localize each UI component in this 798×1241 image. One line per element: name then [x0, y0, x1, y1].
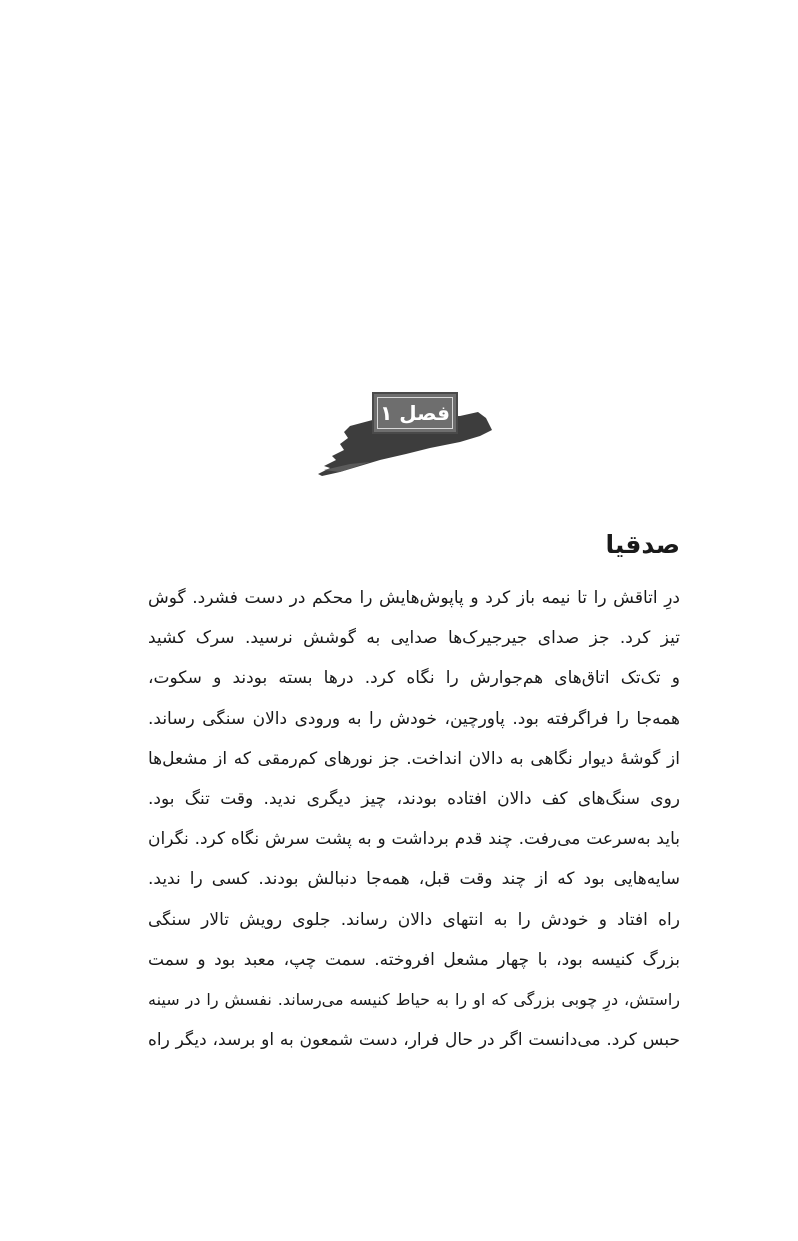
chapter-badge	[310, 388, 500, 480]
chapter-heading-box	[372, 392, 458, 434]
chapter-label: فصل ۱	[380, 401, 450, 425]
body-paragraph	[148, 578, 680, 1060]
text-line: از گوشهٔ دیوار نگاهی به دالان انداخت. جز نورهای کم‌رمقی که از مشعل‌ها	[148, 748, 680, 769]
text-line: روی سنگ‌های کف دالان افتاده بودند، چیز دیگری ندید. وقت تنگ بود.	[148, 789, 680, 810]
text-line: راه افتاد و خودش را به انتهای دالان رساند. جلوی رویش تالار سنگی	[148, 909, 680, 930]
text-line: درِ اتاقش را تا نیمه باز کرد و پاپوش‌هایش را محکم در دست فشرد. گوش	[148, 588, 680, 608]
text-line: تیز کرد. جز صدای جیرجیرک‌ها صدایی به گوشش نرسید. سرک کشید	[148, 628, 680, 649]
text-line: سایه‌هایی بود که از چند وقت قبل، همه‌جا دنبالش بودند. کسی را ندید.	[148, 869, 680, 890]
text-line: و تک‌تک اتاق‌های هم‌جوارش را نگاه کرد. درها بسته بودند و سکوت،	[148, 668, 680, 689]
text-line: همه‌جا را فراگرفته بود. پاورچین، خودش را به ورودی دالان سنگی رساند.	[148, 708, 680, 729]
section-title: صدقیا	[605, 530, 680, 559]
text-line: باید به‌سرعت می‌رفت. چند قدم برداشت و به پشت سرش نگاه کرد. نگران	[148, 829, 680, 850]
text-line: بزرگ کنیسه بود، با چهار مشعل افروخته. سمت چپ، معبد بود و سمت	[148, 949, 680, 970]
text-line: راستش، درِ چوبی بزرگی که او را به حیاط کنیسه می‌رساند. نفسش را در سینه	[148, 990, 680, 1010]
text-line: حبس کرد. می‌دانست اگر در حال فرار، دست شمعون به او برسد، دیگر راه	[148, 1030, 680, 1051]
